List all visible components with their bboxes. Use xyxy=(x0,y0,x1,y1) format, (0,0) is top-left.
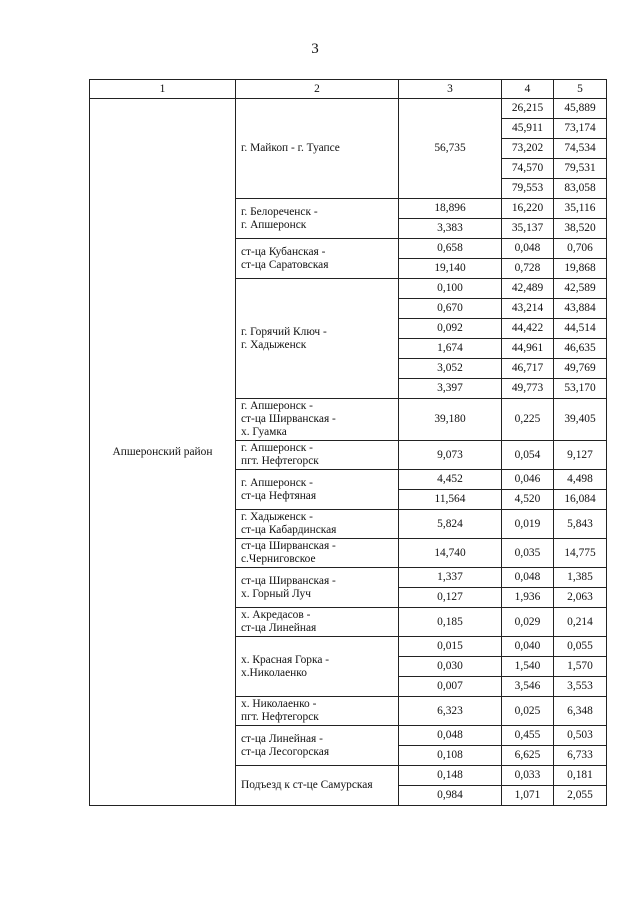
header-col-3: 3 xyxy=(399,80,502,99)
segment-name-cell xyxy=(236,637,399,697)
end-km-cell: 0,214 xyxy=(554,608,607,637)
start-km-cell: 4,520 xyxy=(502,490,554,510)
end-km-cell: 53,170 xyxy=(554,379,607,399)
end-km-cell: 0,181 xyxy=(554,766,607,786)
segment-name-cell xyxy=(236,239,399,279)
end-km-cell: 14,775 xyxy=(554,539,607,568)
segment-length-cell: 1,337 xyxy=(399,568,502,588)
start-km-cell: 1,071 xyxy=(502,786,554,806)
segment-name-cell xyxy=(236,470,399,510)
segment-name-line: г. Апшеронск - xyxy=(241,400,313,412)
segment-length-cell: 3,052 xyxy=(399,359,502,379)
start-km-cell: 74,570 xyxy=(502,159,554,179)
segment-name-line: ст-ца Ширванская - xyxy=(241,540,336,552)
segment-length-cell: 19,140 xyxy=(399,259,502,279)
segment-length-cell: 0,148 xyxy=(399,766,502,786)
segment-length-cell: 14,740 xyxy=(399,539,502,568)
segment-name-line: ст-ца Линейная xyxy=(241,622,317,634)
segment-length-cell: 18,896 xyxy=(399,199,502,219)
start-km-cell: 3,546 xyxy=(502,677,554,697)
segment-length-cell: 0,092 xyxy=(399,319,502,339)
end-km-cell: 2,055 xyxy=(554,786,607,806)
segment-name-cell xyxy=(236,766,399,806)
start-km-cell: 43,214 xyxy=(502,299,554,319)
segment-name-line: пгт. Нефтегорск xyxy=(241,711,319,723)
table-row xyxy=(90,99,607,119)
start-km-cell: 6,625 xyxy=(502,746,554,766)
segment-name-cell xyxy=(236,279,399,399)
segment-name-cell xyxy=(236,568,399,608)
segment-length-cell: 6,323 xyxy=(399,697,502,726)
end-km-cell: 49,769 xyxy=(554,359,607,379)
start-km-cell: 0,029 xyxy=(502,608,554,637)
start-km-cell: 0,035 xyxy=(502,539,554,568)
end-km-cell: 3,553 xyxy=(554,677,607,697)
segment-length-cell: 39,180 xyxy=(399,399,502,441)
end-km-cell: 6,348 xyxy=(554,697,607,726)
header-col-2: 2 xyxy=(236,80,399,99)
road-segments-table xyxy=(89,79,607,806)
segment-length-cell: 0,100 xyxy=(399,279,502,299)
segment-name-cell xyxy=(236,399,399,441)
end-km-cell: 46,635 xyxy=(554,339,607,359)
segment-name-line: х. Горный Луч xyxy=(241,587,311,600)
start-km-cell: 16,220 xyxy=(502,199,554,219)
start-km-cell: 44,961 xyxy=(502,339,554,359)
segment-name-line: г. Майкоп - г. Туапсе xyxy=(241,142,340,154)
segment-name-line: ст-ца Ширванская - xyxy=(241,413,336,425)
header-col-4: 4 xyxy=(502,80,554,99)
end-km-cell: 4,498 xyxy=(554,470,607,490)
segment-name-line: ст-ца Кубанская - xyxy=(241,245,326,258)
segment-name-line: с.Черниговское xyxy=(241,553,316,565)
start-km-cell: 46,717 xyxy=(502,359,554,379)
segment-name-cell xyxy=(236,510,399,539)
end-km-cell: 6,733 xyxy=(554,746,607,766)
end-km-cell: 35,116 xyxy=(554,199,607,219)
segment-length-cell: 9,073 xyxy=(399,441,502,470)
start-km-cell: 42,489 xyxy=(502,279,554,299)
end-km-cell: 43,884 xyxy=(554,299,607,319)
end-km-cell: 1,570 xyxy=(554,657,607,677)
start-km-cell: 0,040 xyxy=(502,637,554,657)
segment-name-line: х. Красная Горка - xyxy=(241,653,330,666)
segment-length-cell: 0,670 xyxy=(399,299,502,319)
end-km-cell: 9,127 xyxy=(554,441,607,470)
start-km-cell: 26,215 xyxy=(502,99,554,119)
end-km-cell: 5,843 xyxy=(554,510,607,539)
start-km-cell: 45,911 xyxy=(502,119,554,139)
segment-length-cell: 0,108 xyxy=(399,746,502,766)
header-col-5: 5 xyxy=(554,80,607,99)
segment-name-line: ст-ца Нефтяная xyxy=(241,489,317,502)
segment-length-cell: 5,824 xyxy=(399,510,502,539)
segment-name-cell xyxy=(236,539,399,568)
segment-name-line: ст-ца Лесогорская xyxy=(241,745,330,758)
end-km-cell: 1,385 xyxy=(554,568,607,588)
end-km-cell: 79,531 xyxy=(554,159,607,179)
segment-length-cell: 0,030 xyxy=(399,657,502,677)
end-km-cell: 0,706 xyxy=(554,239,607,259)
start-km-cell: 0,048 xyxy=(502,568,554,588)
segment-length-cell: 11,564 xyxy=(399,490,502,510)
start-km-cell: 0,455 xyxy=(502,726,554,746)
end-km-cell: 45,889 xyxy=(554,99,607,119)
segment-name-line: г. Хадыженск - xyxy=(241,511,313,523)
start-km-cell: 35,137 xyxy=(502,219,554,239)
end-km-cell: 38,520 xyxy=(554,219,607,239)
header-col-1: 1 xyxy=(90,80,236,99)
segment-length-cell: 0,007 xyxy=(399,677,502,697)
segment-name-cell xyxy=(236,608,399,637)
start-km-cell: 1,936 xyxy=(502,588,554,608)
end-km-cell: 2,063 xyxy=(554,588,607,608)
start-km-cell: 0,033 xyxy=(502,766,554,786)
segment-name-line: х. Акредасов - xyxy=(241,609,311,621)
segment-name-line: пгт. Нефтегорск xyxy=(241,455,319,467)
end-km-cell: 44,514 xyxy=(554,319,607,339)
segment-length-cell: 3,383 xyxy=(399,219,502,239)
table-header-row xyxy=(90,80,607,99)
segment-length-cell: 56,735 xyxy=(399,99,502,199)
page-number: 3 xyxy=(311,41,319,57)
segment-name-line: х. Николаенко - xyxy=(241,698,317,710)
start-km-cell: 0,046 xyxy=(502,470,554,490)
segment-name-line: г. Апшеронск - xyxy=(241,476,313,489)
segment-name-line: х.Николаенко xyxy=(241,666,307,679)
segment-name-line: г. Хадыженск xyxy=(241,338,307,351)
segment-name-line: Подъезд к ст-це Самурская xyxy=(241,779,373,791)
end-km-cell: 19,868 xyxy=(554,259,607,279)
start-km-cell: 44,422 xyxy=(502,319,554,339)
segment-name-line: г. Апшеронск xyxy=(241,218,307,231)
start-km-cell: 0,019 xyxy=(502,510,554,539)
segment-name-line: г. Апшеронск - xyxy=(241,442,313,454)
segment-length-cell: 0,048 xyxy=(399,726,502,746)
segment-length-cell: 0,984 xyxy=(399,786,502,806)
segment-name-line: ст-ца Ширванская - xyxy=(241,574,336,587)
end-km-cell: 39,405 xyxy=(554,399,607,441)
start-km-cell: 49,773 xyxy=(502,379,554,399)
end-km-cell: 73,174 xyxy=(554,119,607,139)
end-km-cell: 0,055 xyxy=(554,637,607,657)
end-km-cell: 74,534 xyxy=(554,139,607,159)
segment-name-line: г. Белореченск - xyxy=(241,205,318,218)
end-km-cell: 16,084 xyxy=(554,490,607,510)
segment-length-cell: 3,397 xyxy=(399,379,502,399)
end-km-cell: 42,589 xyxy=(554,279,607,299)
start-km-cell: 79,553 xyxy=(502,179,554,199)
start-km-cell: 0,025 xyxy=(502,697,554,726)
segment-name-line: ст-ца Кабардинская xyxy=(241,524,337,536)
segment-name-line: г. Горячий Ключ - xyxy=(241,325,327,338)
segment-name-cell xyxy=(236,199,399,239)
district-cell: Апшеронский район xyxy=(90,99,236,806)
segment-length-cell: 4,452 xyxy=(399,470,502,490)
segment-length-cell: 0,658 xyxy=(399,239,502,259)
segment-name-line: х. Гуамка xyxy=(241,426,287,438)
segment-name-cell xyxy=(236,697,399,726)
segment-length-cell: 1,674 xyxy=(399,339,502,359)
end-km-cell: 83,058 xyxy=(554,179,607,199)
segment-name-cell xyxy=(236,441,399,470)
segment-name-cell xyxy=(236,726,399,766)
segment-length-cell: 0,127 xyxy=(399,588,502,608)
start-km-cell: 73,202 xyxy=(502,139,554,159)
start-km-cell: 1,540 xyxy=(502,657,554,677)
segment-length-cell: 0,015 xyxy=(399,637,502,657)
segment-name-line: ст-ца Саратовская xyxy=(241,258,329,271)
segment-name-cell xyxy=(236,99,399,199)
start-km-cell: 0,225 xyxy=(502,399,554,441)
start-km-cell: 0,054 xyxy=(502,441,554,470)
segment-length-cell: 0,185 xyxy=(399,608,502,637)
end-km-cell: 0,503 xyxy=(554,726,607,746)
segment-name-line: ст-ца Линейная - xyxy=(241,732,323,745)
start-km-cell: 0,048 xyxy=(502,239,554,259)
start-km-cell: 0,728 xyxy=(502,259,554,279)
